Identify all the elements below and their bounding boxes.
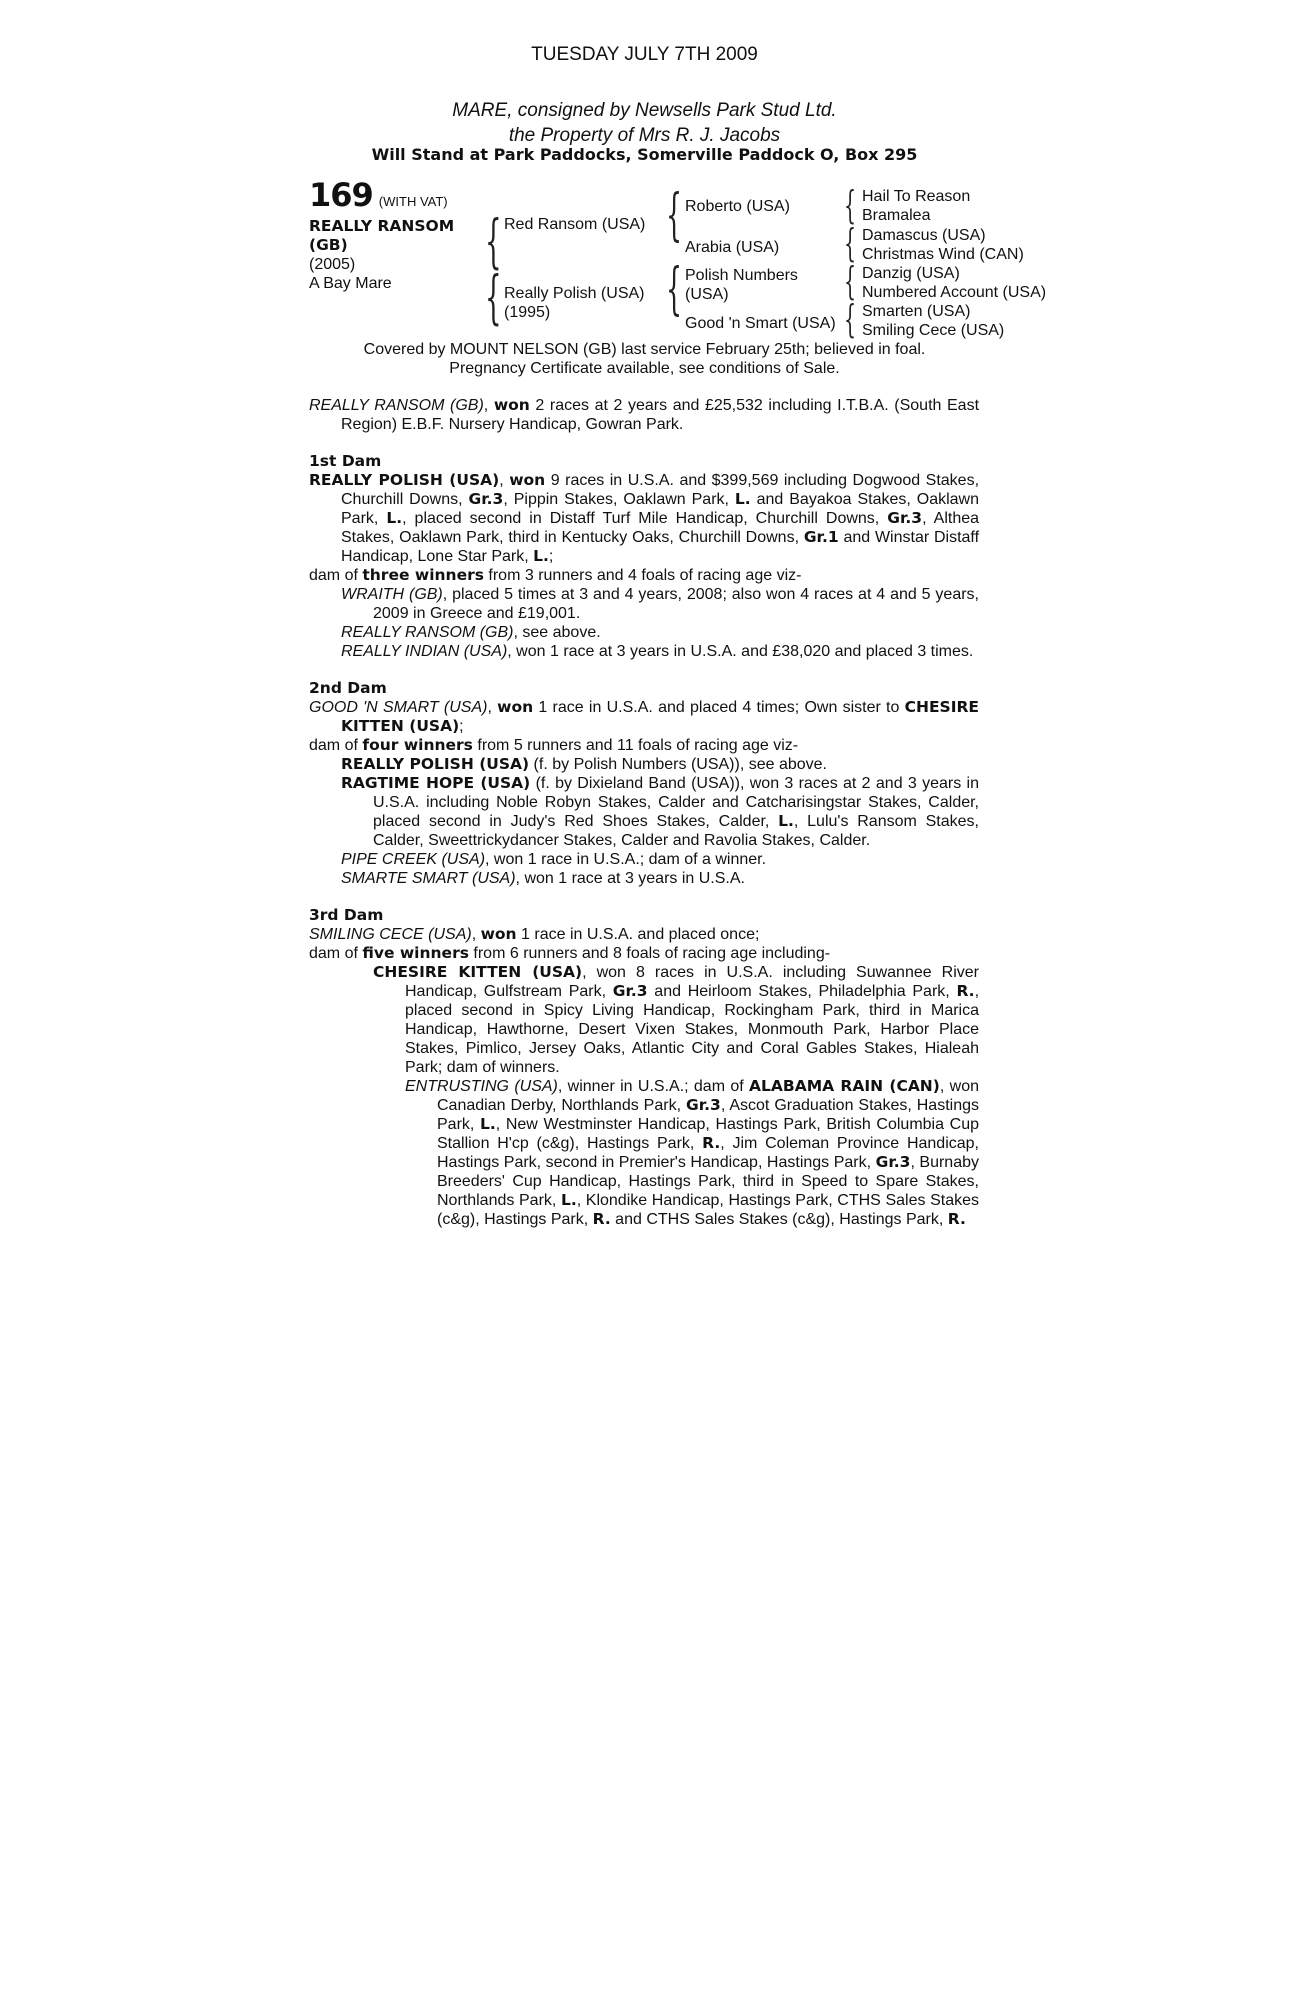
first-dam-produce-summary: dam of three winners from 3 runners and 4 foals of racing age viz- bbox=[309, 566, 802, 584]
dam-sire: Polish Numbers bbox=[685, 267, 798, 284]
first-dam-heading: 1st Dam bbox=[309, 452, 382, 470]
produce-pipe-creek: PIPE CREEK (USA), won 1 race in U.S.A.; dam of a winner. bbox=[341, 851, 767, 868]
granddam-line-g1: Hail To Reason bbox=[862, 188, 971, 205]
pedigree-brace-dam-parents: { bbox=[666, 257, 683, 322]
produce-smarte-smart: SMARTE SMART (USA), won 1 race at 3 years in U.S.A. bbox=[341, 870, 745, 887]
first-dam-record: REALLY POLISH (USA), won 9 races in U.S.A. and $399,569 including Dogwood Stakes, Churchill Downs, Gr.3, Pippin Stakes, Oaklawn Park, L. and Bayakoa Stakes, Oaklawn Park, L., placed second in Distaff Turf Mile Handicap, Churchill Downs, Gr.3, Althea Stakes, Oaklawn Park, third in Kentucky Oaks, Churchill Downs, Gr.1 and Winstar Distaff Handicap, Lone Star Park, L.; bbox=[309, 471, 980, 565]
sire: Red Ransom (USA) bbox=[504, 216, 646, 233]
dam-sire-country: (USA) bbox=[685, 286, 729, 303]
pedigree-brace-g3: { bbox=[844, 259, 857, 303]
pedigree-brace-dam: { bbox=[485, 263, 502, 331]
vat-note: (WITH VAT) bbox=[378, 194, 448, 209]
dam-year: (1995) bbox=[504, 304, 551, 321]
produce-chesire-kitten: CHESIRE KITTEN (USA), won 8 races in U.S.A. including Suwannee River Handicap, Gulfstream Park, Gr.3 and Heirloom Stakes, Philadelphia Park, R., placed second in Spicy Living Handicap, Rockingham Park, third in Marica Handicap, Hawthorne, Desert Vixen Stakes, Monmouth Park, Harbor Place Stakes, Pimlico, Jersey Oaks, Atlantic City and Coral Gables Stakes, Hialeah Park; dam of winners. bbox=[373, 963, 980, 1076]
pedigree-brace-g1: { bbox=[844, 183, 857, 227]
stand-location: Will Stand at Park Paddocks, Somerville Paddock O, Box 295 bbox=[371, 145, 918, 164]
pedigree-brace-g4: { bbox=[844, 297, 857, 341]
granddam-line-g4: Christmas Wind (CAN) bbox=[862, 246, 1024, 263]
dam-dam: Good 'n Smart (USA) bbox=[685, 315, 836, 332]
pedigree-brace-g2: { bbox=[844, 221, 857, 265]
granddam-line-g5: Danzig (USA) bbox=[862, 265, 960, 282]
third-dam-heading: 3rd Dam bbox=[309, 906, 384, 924]
second-dam-record: GOOD 'N SMART (USA), won 1 race in U.S.A. and placed 4 times; Own sister to CHESIRE KITTEN (USA); bbox=[309, 698, 980, 735]
dam: Really Polish (USA) bbox=[504, 285, 645, 302]
property-line: the Property of Mrs R. J. Jacobs bbox=[508, 125, 781, 146]
pregnancy-line: Pregnancy Certificate available, see conditions of Sale. bbox=[449, 360, 840, 377]
lot-info bbox=[309, 176, 489, 293]
second-dam-heading: 2nd Dam bbox=[309, 679, 387, 697]
sire-dam: Arabia (USA) bbox=[685, 239, 780, 256]
third-dam-record: SMILING CECE (USA), won 1 race in U.S.A. and placed once; bbox=[309, 925, 760, 943]
race-record: REALLY RANSOM (GB), won 2 races at 2 years and £25,532 including I.T.B.A. (South East Region) E.B.F. Nursery Handicap, Gowran Park. bbox=[309, 396, 980, 433]
produce-entrusting: ENTRUSTING (USA), winner in U.S.A.; dam of ALABAMA RAIN (CAN), won Canadian Derby, Northlands Park, Gr.3, Ascot Graduation Stakes, Hastings Park, L., New Westminster Handicap, Hastings Park, British Columbia Cup Stallion H'cp (c&g), Hastings Park, R., Jim Coleman Province Handicap, Hastings Park, second in Premier's Handicap, Hastings Park, Gr.3, Burnaby Breeders' Cup Handicap, Hastings Park, third in Speed to Spare Stakes, Northlands Park, L., Klondike Handicap, Hastings Park, CTHS Sales Stakes (c&g), Hastings Park, R. and CTHS Sales Stakes (c&g), Hastings Park, R. bbox=[405, 1077, 980, 1228]
produce-wraith: WRAITH (GB), placed 5 times at 3 and 4 years, 2008; also won 4 races at 4 and 5 years, 2009 in Greece and £19,001. bbox=[341, 586, 979, 622]
catalogue-body bbox=[309, 396, 979, 1229]
pedigree-brace-sire-parents: { bbox=[666, 183, 683, 248]
granddam-line-g6: Numbered Account (USA) bbox=[862, 284, 1047, 301]
pedigree-brace-sire: { bbox=[485, 207, 502, 275]
granddam-line-g3: Damascus (USA) bbox=[862, 227, 986, 244]
produce-really-indian: REALLY INDIAN (USA), won 1 race at 3 years in U.S.A. and £38,020 and placed 3 times. bbox=[341, 643, 974, 660]
second-dam-produce-summary: dam of four winners from 5 runners and 11 foals of racing age viz- bbox=[309, 736, 799, 754]
sale-date: TUESDAY JULY 7TH 2009 bbox=[531, 44, 758, 65]
covering-line: Covered by MOUNT NELSON (GB) last service February 25th; believed in foal. bbox=[363, 341, 926, 358]
horse-name-line2: (GB) bbox=[309, 236, 348, 254]
lot-number: 169 bbox=[309, 176, 373, 214]
consignor-line: MARE, consigned by Newsells Park Stud Ltd. bbox=[452, 100, 837, 121]
granddam-line-g7: Smarten (USA) bbox=[862, 303, 971, 320]
sire-sire: Roberto (USA) bbox=[685, 198, 790, 215]
granddam-line-g2: Bramalea bbox=[862, 207, 931, 224]
consignor-block bbox=[0, 98, 1289, 148]
third-dam-produce-summary: dam of five winners from 6 runners and 8 foals of racing age including- bbox=[309, 944, 831, 962]
horse-name-line1: REALLY RANSOM bbox=[309, 217, 455, 235]
produce-really-polish: REALLY POLISH (USA) (f. by Polish Numbers (USA)), see above. bbox=[341, 755, 827, 773]
produce-really-ransom: REALLY RANSOM (GB), see above. bbox=[341, 624, 601, 641]
covering-note bbox=[0, 340, 1289, 378]
produce-ragtime-hope: RAGTIME HOPE (USA) (f. by Dixieland Band (USA)), won 3 races at 2 and 3 years in U.S.A. including Noble Robyn Stakes, Calder and Catcharisingstar Stakes, Calder, placed second in Judy's Red Shoes Stakes, Calder, L., Lulu's Ransom Stakes, Calder, Sweettrickydancer Stakes, Calder and Ravolia Stakes, Calder. bbox=[341, 774, 979, 849]
granddam-line-g8: Smiling Cece (USA) bbox=[862, 322, 1005, 339]
foaling-year: (2005) bbox=[309, 256, 356, 273]
horse-description: A Bay Mare bbox=[309, 275, 392, 292]
